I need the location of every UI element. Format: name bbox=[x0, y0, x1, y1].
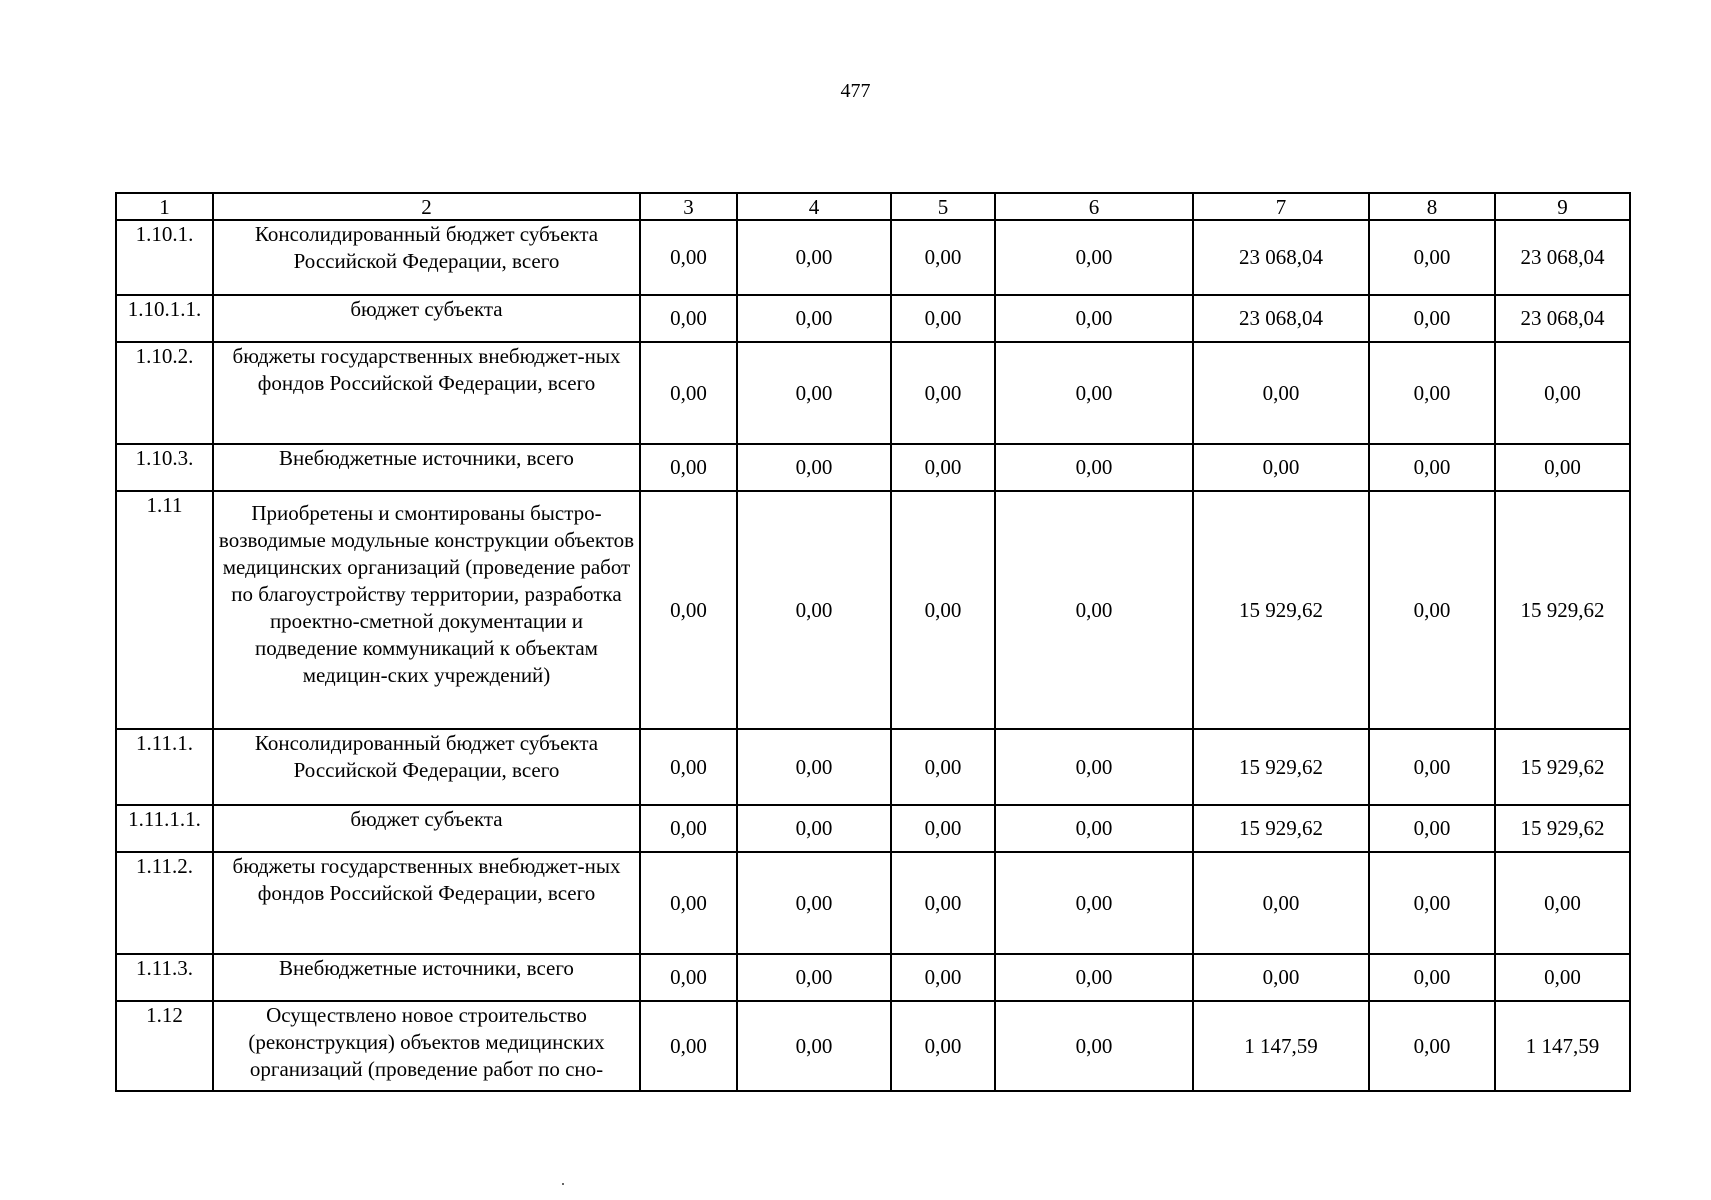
value-cell: 0,00 bbox=[1193, 852, 1369, 954]
header-cell: 4 bbox=[737, 193, 891, 220]
scan-artifact-dot bbox=[562, 1183, 564, 1185]
value-cell: 0,00 bbox=[995, 295, 1193, 342]
value-cell: 0,00 bbox=[1495, 852, 1630, 954]
value-cell: 0,00 bbox=[891, 295, 995, 342]
value-cell: 15 929,62 bbox=[1193, 805, 1369, 852]
value-cell: 0,00 bbox=[995, 1001, 1193, 1091]
value-cell: 0,00 bbox=[1369, 342, 1495, 444]
table-row bbox=[116, 852, 1630, 954]
header-cell: 1 bbox=[116, 193, 213, 220]
value-cell: 0,00 bbox=[995, 220, 1193, 295]
value-cell: 15 929,62 bbox=[1495, 729, 1630, 805]
table-row bbox=[116, 295, 1630, 342]
value-cell: 0,00 bbox=[737, 852, 891, 954]
value-cell: 15 929,62 bbox=[1495, 491, 1630, 729]
table-row bbox=[116, 444, 1630, 491]
value-cell: 0,00 bbox=[1369, 1001, 1495, 1091]
value-cell: 23 068,04 bbox=[1193, 295, 1369, 342]
header-cell: 8 bbox=[1369, 193, 1495, 220]
value-cell: 0,00 bbox=[1369, 954, 1495, 1001]
row-number: 1.10.2. bbox=[116, 342, 213, 444]
row-number: 1.11 bbox=[116, 491, 213, 729]
row-name: бюджет субъекта bbox=[213, 295, 640, 342]
page-number: 477 bbox=[840, 80, 871, 102]
value-cell: 0,00 bbox=[640, 491, 737, 729]
value-cell: 23 068,04 bbox=[1495, 220, 1630, 295]
value-cell: 0,00 bbox=[1495, 342, 1630, 444]
row-number: 1.11.1.1. bbox=[116, 805, 213, 852]
header-row bbox=[116, 193, 1630, 220]
header-cell: 9 bbox=[1495, 193, 1630, 220]
row-number: 1.10.1. bbox=[116, 220, 213, 295]
value-cell: 0,00 bbox=[737, 491, 891, 729]
value-cell: 0,00 bbox=[640, 954, 737, 1001]
value-cell: 0,00 bbox=[737, 1001, 891, 1091]
value-cell: 0,00 bbox=[640, 1001, 737, 1091]
value-cell: 0,00 bbox=[640, 342, 737, 444]
value-cell: 0,00 bbox=[640, 295, 737, 342]
value-cell: 0,00 bbox=[1369, 805, 1495, 852]
row-name: Приобретены и смонтированы быстро-возводимые модульные конструкции объектов медицинских организаций (проведение работ по благоустройству территории, разработка проектно-сметной документации и подведение коммуникаций к объектам медицин-ских учреждений) bbox=[213, 491, 640, 729]
row-name: бюджеты государственных внебюджет-ных фондов Российской Федерации, всего bbox=[213, 852, 640, 954]
value-cell: 0,00 bbox=[737, 729, 891, 805]
header-cell: 5 bbox=[891, 193, 995, 220]
row-number: 1.11.1. bbox=[116, 729, 213, 805]
value-cell: 0,00 bbox=[1495, 954, 1630, 1001]
value-cell: 0,00 bbox=[1193, 342, 1369, 444]
value-cell: 0,00 bbox=[737, 444, 891, 491]
value-cell: 0,00 bbox=[1369, 491, 1495, 729]
row-name: Внебюджетные источники, всего bbox=[213, 444, 640, 491]
table-row bbox=[116, 342, 1630, 444]
value-cell: 0,00 bbox=[891, 220, 995, 295]
value-cell: 0,00 bbox=[737, 342, 891, 444]
value-cell: 0,00 bbox=[891, 954, 995, 1001]
row-name: Внебюджетные источники, всего bbox=[213, 954, 640, 1001]
value-cell: 0,00 bbox=[640, 852, 737, 954]
row-number: 1.10.1.1. bbox=[116, 295, 213, 342]
value-cell: 0,00 bbox=[891, 491, 995, 729]
table-row bbox=[116, 491, 1630, 729]
value-cell: 0,00 bbox=[891, 1001, 995, 1091]
value-cell: 0,00 bbox=[995, 729, 1193, 805]
table-row bbox=[116, 954, 1630, 1001]
value-cell: 0,00 bbox=[640, 805, 737, 852]
value-cell: 0,00 bbox=[737, 295, 891, 342]
value-cell: 1 147,59 bbox=[1495, 1001, 1630, 1091]
value-cell: 0,00 bbox=[891, 444, 995, 491]
budget-table bbox=[115, 192, 1631, 1092]
value-cell: 0,00 bbox=[891, 805, 995, 852]
value-cell: 0,00 bbox=[995, 491, 1193, 729]
value-cell: 0,00 bbox=[995, 954, 1193, 1001]
row-name: Консолидированный бюджет субъекта Российской Федерации, всего bbox=[213, 729, 640, 805]
value-cell: 0,00 bbox=[1369, 444, 1495, 491]
value-cell: 0,00 bbox=[995, 805, 1193, 852]
value-cell: 23 068,04 bbox=[1193, 220, 1369, 295]
value-cell: 15 929,62 bbox=[1193, 491, 1369, 729]
row-name: Консолидированный бюджет субъекта Российской Федерации, всего bbox=[213, 220, 640, 295]
header-cell: 7 bbox=[1193, 193, 1369, 220]
value-cell: 0,00 bbox=[891, 342, 995, 444]
value-cell: 0,00 bbox=[995, 852, 1193, 954]
header-cell: 6 bbox=[995, 193, 1193, 220]
value-cell: 0,00 bbox=[1369, 220, 1495, 295]
value-cell: 0,00 bbox=[1369, 852, 1495, 954]
value-cell: 15 929,62 bbox=[1193, 729, 1369, 805]
table-row bbox=[116, 805, 1630, 852]
row-name: бюджет субъекта bbox=[213, 805, 640, 852]
value-cell: 0,00 bbox=[1193, 444, 1369, 491]
value-cell: 0,00 bbox=[1193, 954, 1369, 1001]
value-cell: 0,00 bbox=[640, 444, 737, 491]
value-cell: 0,00 bbox=[1495, 444, 1630, 491]
value-cell: 23 068,04 bbox=[1495, 295, 1630, 342]
row-number: 1.11.3. bbox=[116, 954, 213, 1001]
value-cell: 0,00 bbox=[737, 805, 891, 852]
row-name: бюджеты государственных внебюджет-ных фондов Российской Федерации, всего bbox=[213, 342, 640, 444]
row-name: Осуществлено новое строительство (реконструкция) объектов медицинских организаций (проведение работ по сно- bbox=[213, 1001, 640, 1091]
value-cell: 0,00 bbox=[1369, 729, 1495, 805]
value-cell: 0,00 bbox=[640, 729, 737, 805]
value-cell: 1 147,59 bbox=[1193, 1001, 1369, 1091]
row-number: 1.10.3. bbox=[116, 444, 213, 491]
value-cell: 0,00 bbox=[1369, 295, 1495, 342]
value-cell: 0,00 bbox=[737, 220, 891, 295]
value-cell: 0,00 bbox=[995, 444, 1193, 491]
value-cell: 0,00 bbox=[891, 729, 995, 805]
table-row bbox=[116, 220, 1630, 295]
row-number: 1.11.2. bbox=[116, 852, 213, 954]
value-cell: 0,00 bbox=[995, 342, 1193, 444]
row-number: 1.12 bbox=[116, 1001, 213, 1091]
value-cell: 0,00 bbox=[640, 220, 737, 295]
table-row bbox=[116, 1001, 1630, 1091]
header-cell: 3 bbox=[640, 193, 737, 220]
header-cell: 2 bbox=[213, 193, 640, 220]
value-cell: 15 929,62 bbox=[1495, 805, 1630, 852]
value-cell: 0,00 bbox=[891, 852, 995, 954]
table-row bbox=[116, 729, 1630, 805]
value-cell: 0,00 bbox=[737, 954, 891, 1001]
